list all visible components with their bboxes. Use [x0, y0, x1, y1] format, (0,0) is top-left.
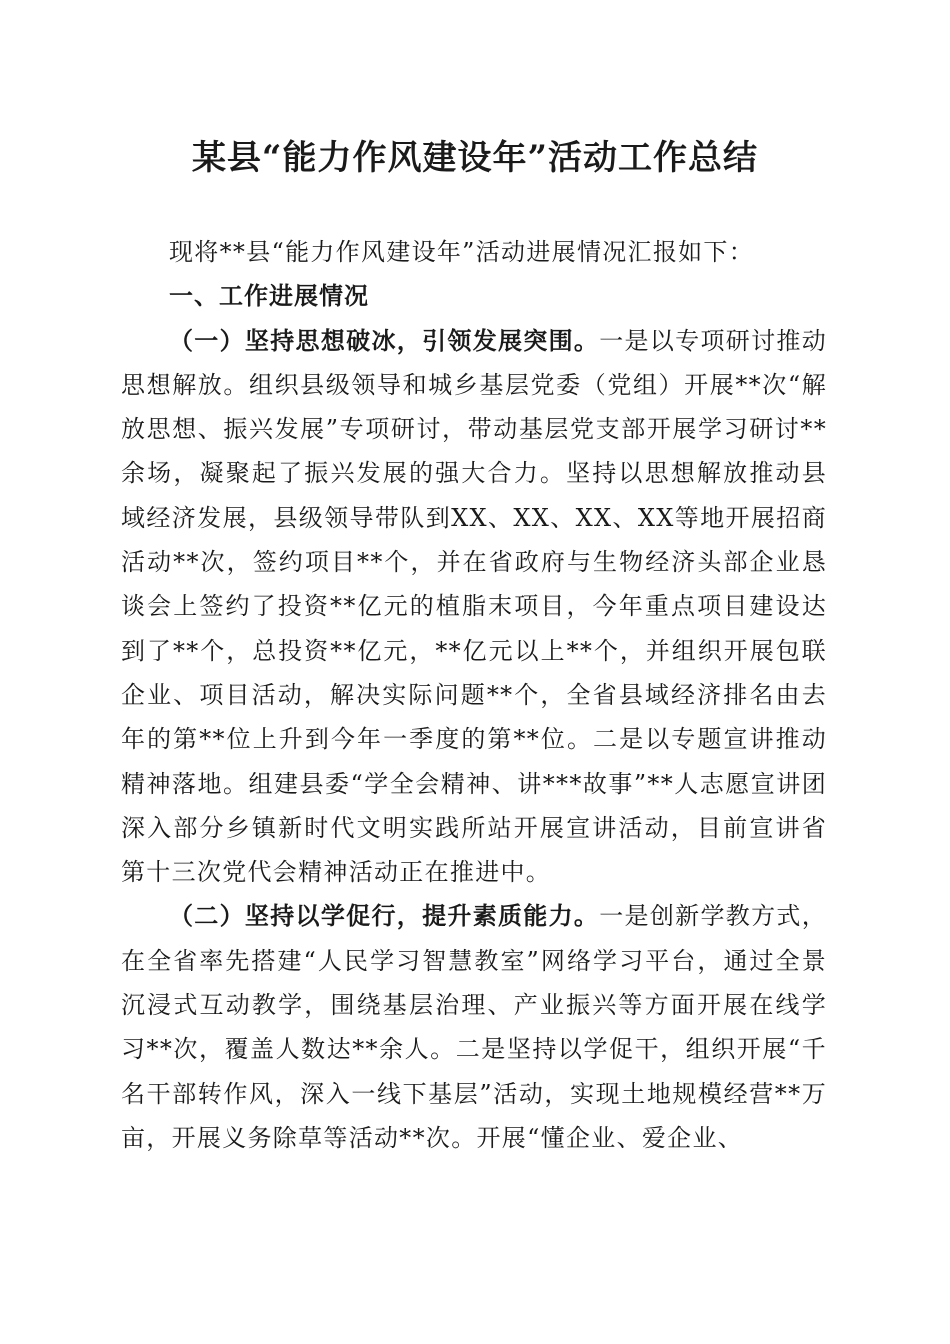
paragraph-2 [121, 894, 827, 1160]
intro-paragraph: 现将**县“能力作风建设年”活动进展情况汇报如下： [169, 238, 755, 266]
paragraph-2-lead: （二）坚持以学促行，提升素质能力。 [169, 901, 600, 931]
document-body [121, 230, 827, 1160]
document-title: 某县“能力作风建设年”活动工作总结 [191, 138, 759, 178]
section-heading: 一、工作进展情况 [169, 281, 369, 311]
paragraph-1-lead: （一）坚持思想破冰，引领发展突围。 [169, 325, 600, 355]
paragraph-2-body: 一是创新学教方式，在全省率先搭建“人民学习智慧教室”网络学习平台，通过全景沉浸式互动教学，围绕基层治理、产业振兴等方面开展在线学习**次，覆盖人数达**余人。二是坚持以学促干，组织开展“千名干部转作风，深入一线下基层”活动，实现土地规模经营**万亩，开展义务除草等活动**次。开展“懂企业、爱企业、 [121, 902, 827, 1152]
paragraph-1 [121, 319, 827, 895]
paragraph-1-body: 一是以专项研讨推动思想解放。组织县级领导和城乡基层党委（党组）开展**次“解放思想、振兴发展”专项研讨，带动基层党支部开展学习研讨**余场，凝聚起了振兴发展的强大合力。坚持以思想解放推动县域经济发展，县级领导带队到XX、XX、XX、XX等地开展招商活动**次，签约项目**个，并在省政府与生物经济头部企业恳谈会上签约了投资**亿元的植脂末项目，今年重点项目建设达到了**个，总投资**亿元，**亿元以上**个，并组织开展包联企业、项目活动，解决实际问题**个，全省县域经济排名由去年的第**位上升到今年一季度的第**位。二是以专题宣讲推动精神落地。组建县委“学全会精神、讲***故事”**人志愿宣讲团深入部分乡镇新时代文明实践所站开展宣讲活动，目前宣讲省第十三次党代会精神活动正在推进中。 [121, 326, 827, 887]
